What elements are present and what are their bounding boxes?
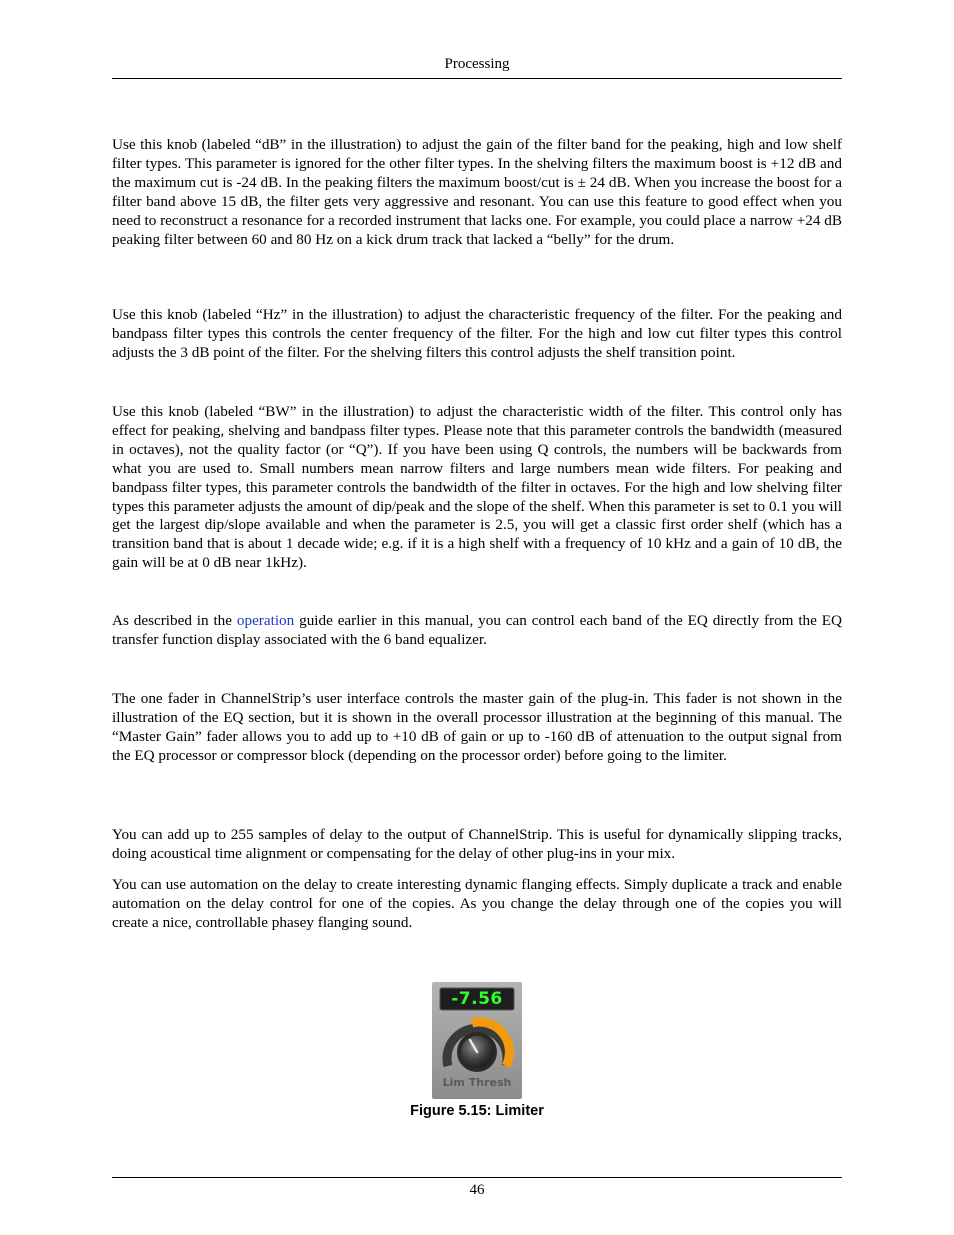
paragraph-delay: You can add up to 255 samples of delay to the output of ChannelStrip. This is useful for dynamically slipping tracks, doing acoustical time alignment or compensating for the delay of other plug-ins in your mix.	[112, 826, 842, 862]
limiter-threshold-readout: -7.56	[451, 989, 503, 1009]
paragraph-gain: Use this knob (labeled “dB” in the illustration) to adjust the gain of the filter band for the peaking, high and low shelf filter types. This parameter is ignored for the other filter types. In the shelving filters the maximum boost is +12 dB and the maximum cut is -24 dB. In the peaking filters the maximum boost/cut is ± 24 dB. When you increase the boost for a filter band above 15 dB, the filter gets very aggressive and resonant. You can use this feature to good effect when you need to reconstruct a resonance for a recorded instrument that lacks one. For example, you could place a narrow +24 dB peaking filter between 60 and 80 Hz on a kick drum track that lacked a “belly” for the drum.	[112, 136, 842, 248]
limiter-figure	[432, 982, 522, 1099]
limiter-threshold-label: Lim Thresh	[442, 1076, 512, 1089]
paragraph-master-gain: The one fader in ChannelStrip’s user interface controls the master gain of the plug-in. This fader is not shown in the illustration of the EQ section, but it is shown in the overall processor illustration at the beginning of this manual. The “Master Gain” fader allows you to add up to +10 dB of gain or up to -160 dB of attenuation to the output signal from the EQ processor or compressor block (depending on the processor order) before going to the limiter.	[112, 690, 842, 764]
page-number: 46	[469, 1182, 485, 1198]
paragraph-bandwidth: Use this knob (labeled “BW” in the illustration) to adjust the characteristic width of the filter. This control only has effect for peaking, shelving and bandpass filter types. Please note that this parameter controls the bandwidth (measured in octaves), not the quality factor (or “Q”). If you have been using Q controls, the numbers will be backwards from what you are used to. Small numbers mean narrow filters and large numbers mean wide filters. For peaking and bandpass filter types, this parameter controls the bandwidth of the filter in octaves. For the high and low shelving filter types this parameter adjusts the amount of dip/peak and the slope of the shelf. When this parameter is set to 0.1 you will get the largest dip/slope available and when the parameter is 2.5, you will get a classic first order shelf (which has a transition band that is about 1 decade wide; e.g. if it is a high shelf with a frequency of 10 kHz and a gain of 10 dB, the gain will be at 0 dB near 1kHz).	[112, 403, 842, 572]
paragraph-delay-automation: You can use automation on the delay to create interesting dynamic flanging effects. Simply duplicate a track and enable automation on the delay control for one of the copies. As you change the delay through one of the copies you will create a nice, controllable phasey flanging sound.	[112, 876, 842, 931]
running-header-title: Processing	[444, 56, 510, 72]
figure-caption: Figure 5.15: Limiter	[410, 1103, 544, 1119]
paragraph-eq-display-lead: As described in the	[112, 612, 237, 629]
paragraph-frequency: Use this knob (labeled “Hz” in the illustration) to adjust the characteristic frequency of the filter. For the peaking and bandpass filter types this controls the center frequency of the filter. For the high and low cut filter types this control adjusts the 3 dB point of the filter. For the shelving filters this control adjusts the shelf transition point.	[112, 306, 842, 361]
operation-link[interactable]: operation	[236, 612, 295, 629]
paragraph-eq-display-rest: guide earlier in this manual, you can control each band of the EQ directly from the EQ transfer function display associated with the 6 band equalizer.	[112, 612, 842, 648]
paragraph-eq-display	[112, 612, 842, 650]
header-rule	[112, 78, 842, 79]
footer-rule	[112, 1177, 842, 1178]
